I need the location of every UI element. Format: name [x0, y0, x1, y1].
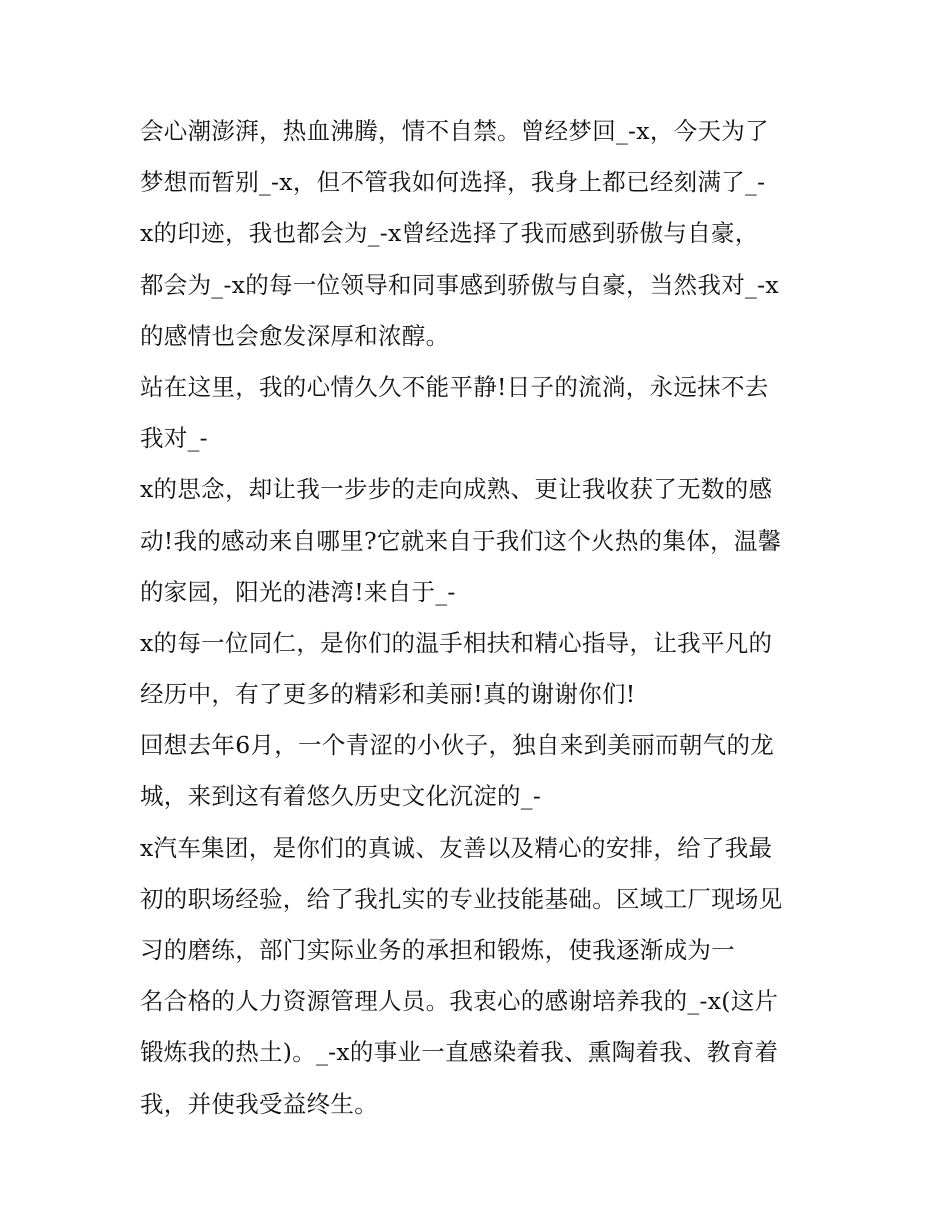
text-line: 习的磨练，部门实际业务的承担和锻炼，使我逐渐成为一 — [140, 936, 735, 964]
text-line: 会心潮澎湃，热血沸腾，情不自禁。曾经梦回_-x，今天为了 — [140, 117, 769, 145]
text-line: 梦想而暂别_-x，但不管我如何选择，我身上都已经刻满了_- — [140, 168, 766, 197]
text-line: 我，并使我受益终生。 — [140, 1089, 378, 1118]
text-line: 动!我的感动来自哪里?它就来自于我们这个火热的集体，温馨 — [140, 526, 782, 555]
text-line: 锻炼我的热土)。_-x的事业一直感染着我、熏陶着我、教育着 — [140, 1038, 779, 1067]
text-line: x汽车集团，是你们的真诚、友善以及精心的安排，给了我最 — [140, 833, 773, 862]
text-line: x的思念，却让我一步步的走向成熟、更让我收获了无数的感 — [140, 475, 773, 504]
text-line: 经历中，有了更多的精彩和美丽!真的谢谢你们! — [140, 680, 636, 709]
text-line: 站在这里，我的心情久久不能平静!日子的流淌，永远抹不去 — [140, 372, 769, 401]
text-line: 回想去年6月，一个青涩的小伙子，独自来到美丽而朝气的龙 — [140, 731, 775, 760]
text-line: 都会为_-x的每一位领导和同事感到骄傲与自豪，当然我对_-x — [140, 270, 779, 299]
text-line: x的印迹，我也都会为_-x曾经选择了我而感到骄傲与自豪， — [140, 219, 759, 248]
text-line: 城，来到这有着悠久历史文化沉淀的_- — [140, 782, 542, 811]
text-line: 的感情也会愈发深厚和浓醇。 — [140, 321, 450, 350]
text-line: 初的职场经验，给了我扎实的专业技能基础。区域工厂现场见 — [140, 884, 783, 913]
text-line: 我对_- — [140, 424, 208, 453]
text-line: x的每一位同仁，是你们的温手相扶和精心指导，让我平凡的 — [140, 628, 773, 657]
body-text — [140, 106, 830, 1130]
text-line: 名合格的人力资源管理人员。我衷心的感谢培养我的_-x(这片 — [140, 987, 779, 1016]
text-line: 的家园，阳光的港湾!来自于_- — [140, 577, 456, 606]
